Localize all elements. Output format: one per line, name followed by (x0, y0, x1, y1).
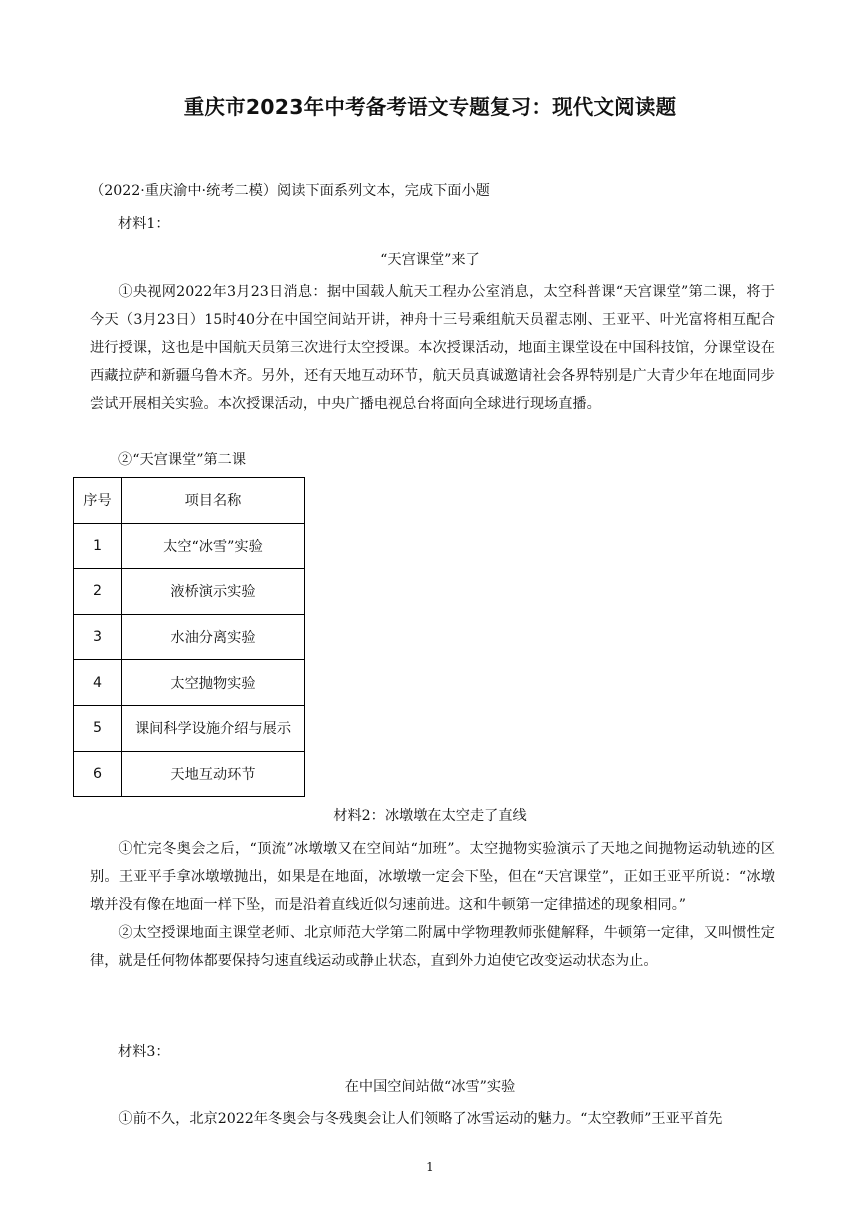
table-cell-index: 5 (74, 705, 122, 751)
material3-label: 材料3： (118, 1044, 170, 1060)
table-cell-name: 太空抛物实验 (122, 660, 305, 706)
paragraph-text: ①前不久，北京2022年冬奥会与冬残奥会让人们领略了冰雪运动的魅力。“太空教师”王亚平首先 (118, 1111, 723, 1127)
page-number: 1 (426, 1160, 434, 1174)
material1-paragraph1 (90, 278, 775, 418)
table-row (74, 660, 305, 706)
material2-body (90, 835, 775, 975)
material3-heading: 在中国空间站做“冰雪”实验 (344, 1079, 516, 1095)
table-cell-name: 液桥演示实验 (122, 569, 305, 615)
table-cell-name: 课间科学设施介绍与展示 (122, 705, 305, 751)
table-row (74, 569, 305, 615)
document-title: 重庆市2023年中考备考语文专题复习：现代文阅读题 (183, 95, 677, 119)
table-cell-name: 天地互动环节 (122, 751, 305, 797)
material1-heading: “天宫课堂”来了 (380, 252, 480, 268)
table-header-index: 序号 (74, 478, 122, 524)
table-header-name: 项目名称 (122, 478, 305, 524)
paragraph-text: ②太空授课地面主课堂老师、北京师范大学第二附属中学物理教师张健解释，牛顿第一定律，又叫惯性定律，就是任何物体都要保持匀速直线运动或静止状态，直到外力迫使它改变运动状态为止。 (90, 925, 775, 969)
paragraph-text: ①央视网2022年3月23日消息：据中国载人航天工程办公室消息，太空科普课“天宫课堂”第二课，将于今天（3月23日）15时40分在中国空间站开讲，神舟十三号乘组航天员翟志刚、王亚平、叶光富将相互配合进行授课，这也是中国航天员第三次进行太空授课。本次授课活动，地面主课堂设在中国科技馆，分课堂设在西藏拉萨和新疆乌鲁木齐。另外，还有天地互动环节，航天员真诚邀请社会各界特别是广大青少年在地面同步尝试开展相关实验。本次授课活动，中央广播电视总台将面向全球进行现场直播。 (90, 284, 775, 412)
table-caption: ②“天宫课堂”第二课 (118, 452, 247, 468)
table-cell-index: 3 (74, 614, 122, 660)
paragraph-text: ①忙完冬奥会之后，“顶流”冰墩墩又在空间站“加班”。太空抛物实验演示了天地之间抛物运动轨迹的区别。王亚平手拿冰墩墩抛出，如果是在地面，冰墩墩一定会下坠，但在“天宫课堂”，正如王亚平所说：“冰墩墩并没有像在地面一样下坠，而是沿着直线近似匀速前进。这和牛顿第一定律描述的现象相同。” (90, 841, 775, 913)
material2-heading: 材料2：冰墩墩在太空走了直线 (333, 808, 527, 824)
intro-text: （2022·重庆渝中·统考二模）阅读下面系列文本，完成下面小题 (90, 183, 490, 199)
table-cell-index: 4 (74, 660, 122, 706)
table-cell-index: 6 (74, 751, 122, 797)
material3-paragraph1 (90, 1105, 775, 1133)
table-row (74, 705, 305, 751)
table-row (74, 751, 305, 797)
lesson-table (73, 477, 305, 797)
table-header-row (74, 478, 305, 524)
table-row (74, 523, 305, 569)
table-row (74, 614, 305, 660)
table-cell-index: 1 (74, 523, 122, 569)
table-cell-index: 2 (74, 569, 122, 615)
table-cell-name: 水油分离实验 (122, 614, 305, 660)
table-cell-name: 太空“冰雪”实验 (122, 523, 305, 569)
material1-label: 材料1： (118, 216, 170, 232)
